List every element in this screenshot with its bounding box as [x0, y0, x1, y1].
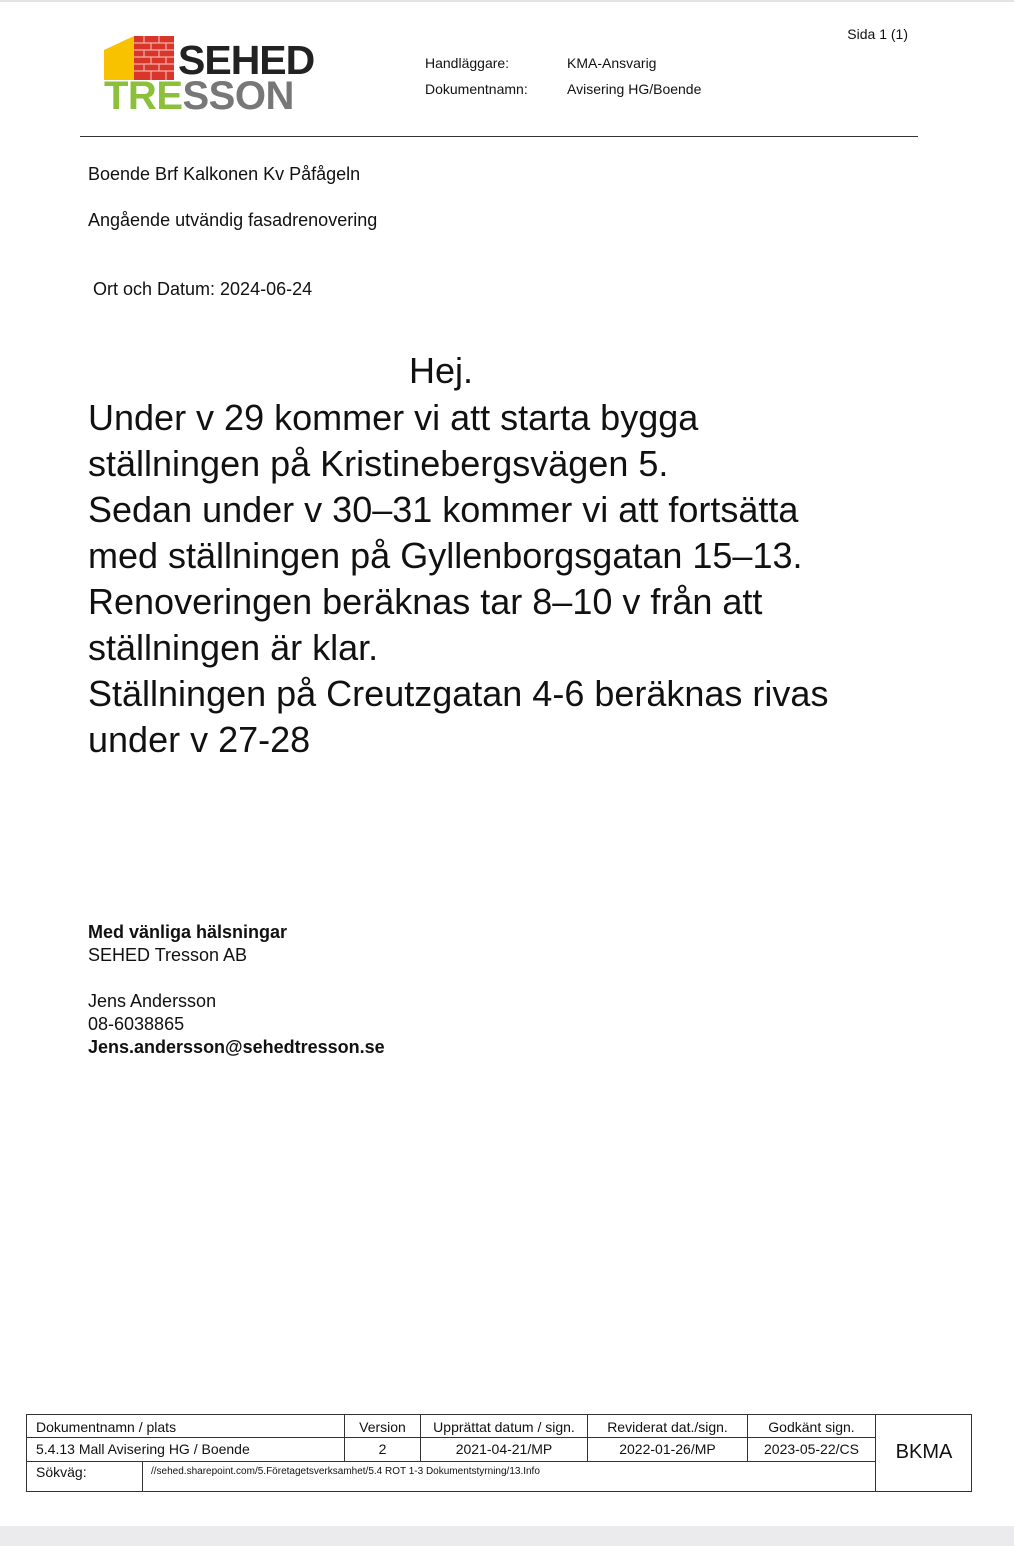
- document-code: BKMA: [895, 1441, 953, 1463]
- value-document-name: 5.4.13 Mall Avisering HG / Boende: [36, 1441, 250, 1457]
- body-line: ställningen är klar.: [88, 627, 379, 668]
- body-line: ställningen på Kristinebergsvägen 5.: [88, 443, 669, 484]
- dokumentnamn-label: Dokumentnamn:: [425, 81, 528, 97]
- top-border: [0, 0, 1014, 2]
- dokumentnamn-value: Avisering HG/Boende: [567, 81, 702, 97]
- body-line: Renoveringen beräknas tar 8–10 v från att: [88, 581, 763, 622]
- document-footer-table: [26, 1414, 972, 1492]
- header-created: Upprättat datum / sign.: [433, 1419, 575, 1435]
- sender-email: Jens.andersson@sehedtresson.se: [88, 1037, 385, 1057]
- header-divider: [80, 136, 918, 137]
- sender-phone: 08-6038865: [88, 1014, 185, 1034]
- recipient: Boende Brf Kalkonen Kv Påfågeln: [88, 164, 361, 184]
- subject: Angående utvändig fasadrenovering: [88, 210, 378, 230]
- header-values: [567, 50, 701, 102]
- header-version: Version: [359, 1419, 406, 1435]
- logo-text-tresson: TRESSON: [104, 74, 294, 118]
- handlaggare-value: KMA-Ansvarig: [567, 55, 657, 71]
- body-line: Ställningen på Creutzgatan 4-6 beräknas rivas: [88, 673, 829, 714]
- company-name: SEHED Tresson AB: [88, 945, 248, 965]
- letter-body: [88, 395, 928, 763]
- value-created: 2021-04-21/MP: [455, 1441, 553, 1457]
- greeting: Hej.: [409, 350, 474, 391]
- header-labels: [425, 50, 528, 102]
- value-revised: 2022-01-26/MP: [619, 1441, 716, 1457]
- header-approved: Godkänt sign.: [768, 1419, 855, 1435]
- path-value: //sehed.sharepoint.com/5.Företagetsverksamhet/5.4 ROT 1-3 Dokumentstyrning/13.Info: [151, 1466, 540, 1477]
- page-number: Sida 1 (1): [847, 26, 908, 42]
- company-logo: [104, 36, 324, 116]
- value-approved: 2023-05-22/CS: [764, 1441, 859, 1457]
- sender-name: Jens Andersson: [88, 991, 217, 1011]
- signature-block: [88, 921, 385, 1059]
- header-revised: Reviderat dat./sign.: [607, 1419, 728, 1435]
- page-bottom-band: [0, 1526, 1014, 1546]
- closing: Med vänliga hälsningar: [88, 922, 288, 942]
- body-line: med ställningen på Gyllenborgsgatan 15–13.: [88, 535, 803, 576]
- body-line: under v 27-28: [88, 719, 311, 760]
- path-label: Sökväg:: [36, 1464, 87, 1480]
- header-document-name: Dokumentnamn / plats: [36, 1419, 177, 1435]
- logo-text-sehed: SEHED: [178, 37, 315, 83]
- handlaggare-label: Handläggare:: [425, 55, 510, 71]
- body-line: Sedan under v 30–31 kommer vi att fortsätta: [88, 489, 799, 530]
- value-version: 2: [378, 1441, 387, 1457]
- place-date: Ort och Datum: 2024-06-24: [93, 279, 313, 299]
- body-line: Under v 29 kommer vi att starta bygga: [88, 397, 699, 438]
